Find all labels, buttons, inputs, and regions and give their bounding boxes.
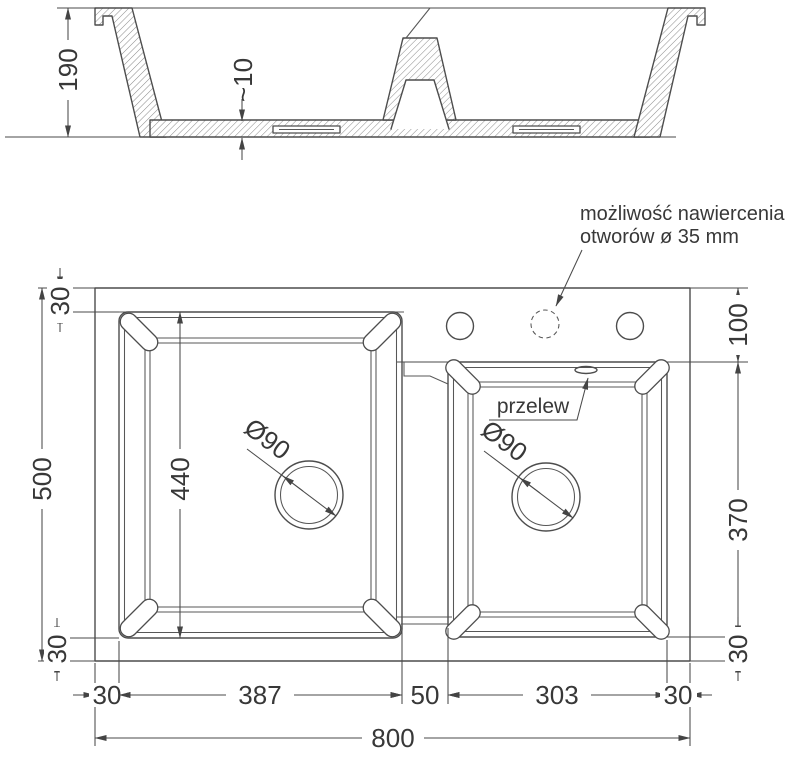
section-right-wall (634, 8, 705, 137)
dim-basin1-width (119, 680, 402, 710)
cross-section-view (5, 8, 705, 160)
dim-total-width (95, 723, 690, 753)
basin-left-outer-rim (119, 312, 402, 638)
drill-note (556, 203, 785, 306)
dim-label-30-br: 30 (663, 680, 693, 710)
dim-label-387: 387 (238, 680, 282, 710)
dim-deck-depth (723, 288, 753, 362)
faucet-hole-right (617, 313, 644, 340)
dim-left-bottom-margin (42, 618, 72, 681)
dim-basin2-depth (723, 362, 753, 637)
overflow-label: przelew (496, 395, 570, 418)
plan-view (27, 268, 753, 753)
basin-left-corner-pads (117, 310, 405, 641)
drain-right (476, 414, 580, 531)
section-divider-back-edge (406, 8, 430, 38)
drain-left (239, 412, 343, 529)
dim-label-100: 100 (723, 303, 753, 347)
dim-basin2-width (448, 680, 667, 710)
note-line-1: możliwość nawiercenia (580, 203, 785, 225)
dim-label-drain-right: Ø90 (475, 414, 534, 468)
note-line-2: otworów ø 35 mm (580, 226, 739, 248)
dim-label-30-top-left: 30 (45, 286, 75, 316)
basin-step-connector (404, 362, 448, 384)
dim-label-370: 370 (723, 498, 753, 542)
dim-label-800: 800 (371, 723, 415, 753)
dim-label-440: 440 (165, 457, 195, 501)
dim-basin1-depth (165, 312, 195, 638)
dim-label-drain-left: Ø90 (238, 412, 297, 466)
dim-label-30-bl: 30 (92, 680, 122, 710)
dim-total-depth (27, 288, 57, 661)
dim-label-30-bottom-right: 30 (723, 634, 753, 664)
dim-label-10: ~10 (228, 57, 258, 103)
basin-left (117, 310, 405, 641)
dim-floor-thickness (228, 58, 258, 160)
overflow-label-group (489, 378, 588, 420)
section-left-wall (95, 8, 166, 137)
dim-label-190: 190 (53, 48, 83, 92)
dim-bottom-right-margin (645, 680, 712, 710)
dim-left-top-margin (45, 268, 75, 332)
dim-label-30-bottom-left: 30 (42, 634, 72, 664)
dim-right-bottom-margin (723, 617, 753, 681)
dim-label-500: 500 (27, 457, 57, 501)
note-leader-line (556, 250, 582, 306)
faucet-hole-optional-dashed (531, 310, 559, 338)
dim-label-50: 50 (410, 680, 440, 710)
faucet-hole-left (447, 313, 474, 340)
dim-section-height (53, 8, 83, 137)
dim-label-303: 303 (535, 680, 579, 710)
